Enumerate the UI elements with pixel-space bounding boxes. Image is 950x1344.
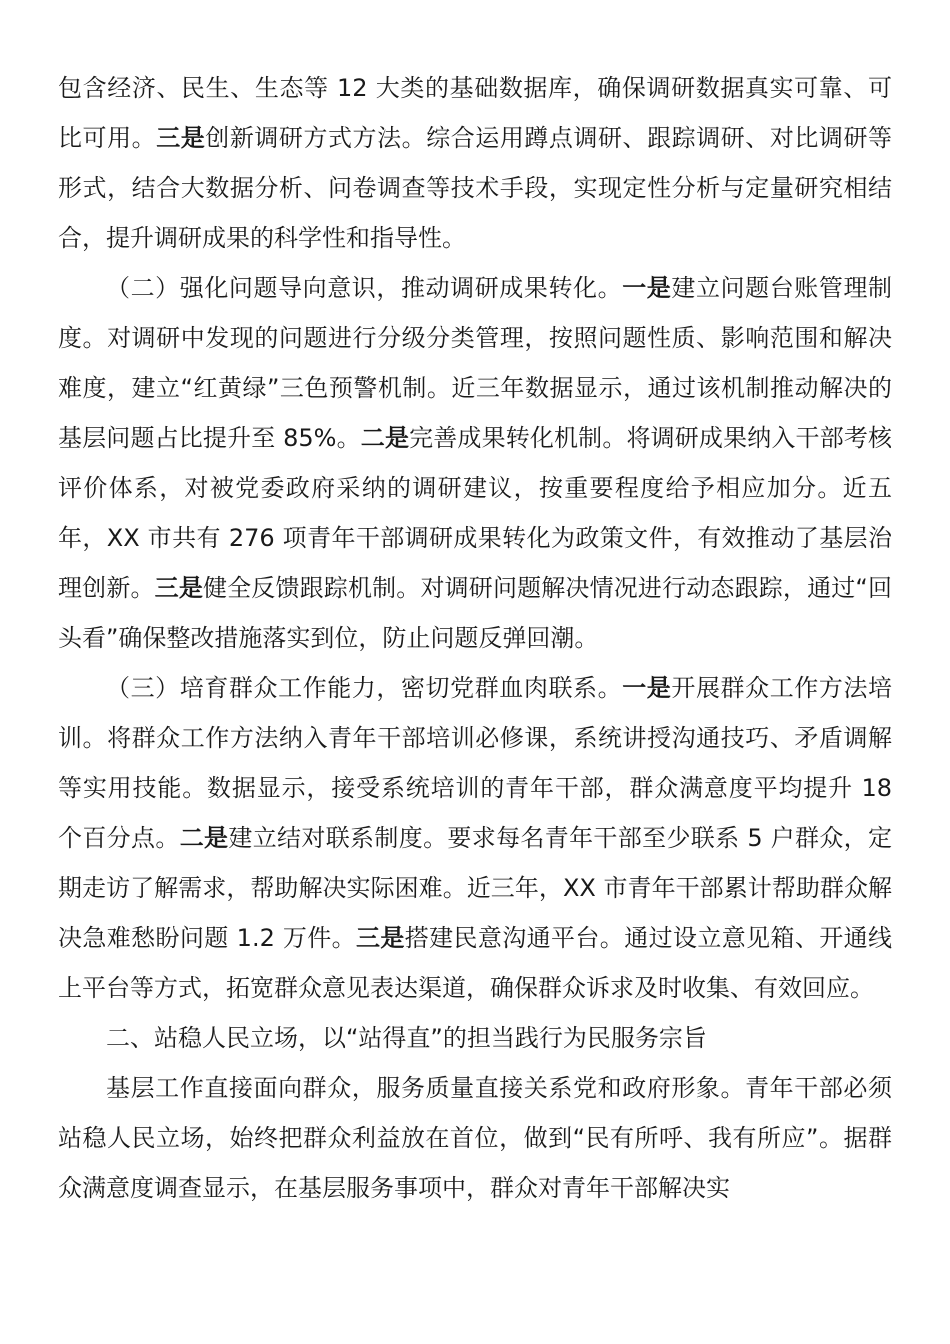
paragraph-text: 包含经济、民生、生态等 12 大类的基础数据库，确保调研数据真实可靠、可比可用。 xyxy=(58,74,892,152)
body-paragraph xyxy=(58,1063,892,1213)
section-heading xyxy=(58,1013,892,1063)
emphasis-label: 三是 xyxy=(154,574,203,602)
emphasis-label: 一是 xyxy=(622,674,672,702)
paragraph-text: （三）培育群众工作能力，密切党群血肉联系。 xyxy=(106,674,623,702)
emphasis-label: 一是 xyxy=(622,274,672,302)
paragraph-text: 完善成果转化机制。将调研成果纳入干部考核评价体系，对被党委政府采纳的调研建议，按重要程度给予相应加分。近五年，XX 市共有 276 项青年干部调研成果转化为政策文件，有效推动了基层治理创新。 xyxy=(58,424,892,602)
paragraph-text: 健全反馈跟踪机制。对调研问题解决情况进行动态跟踪，通过“回头看”确保整改措施落实到位，防止问题反弹回潮。 xyxy=(58,574,892,652)
paragraph-text: 搭建民意沟通平台。通过设立意见箱、开通线上平台等方式，拓宽群众意见表达渠道，确保群众诉求及时收集、有效回应。 xyxy=(58,924,892,1002)
body-paragraph xyxy=(58,663,892,1013)
emphasis-label: 三是 xyxy=(156,124,206,152)
body-paragraph xyxy=(58,63,892,263)
body-paragraph xyxy=(58,263,892,663)
emphasis-label: 二是 xyxy=(360,424,410,452)
paragraph-text: 创新调研方式方法。综合运用蹲点调研、跟踪调研、对比调研等形式，结合大数据分析、问卷调查等技术手段，实现定性分析与定量研究相结合，提升调研成果的科学性和指导性。 xyxy=(58,124,893,252)
emphasis-label: 二是 xyxy=(179,824,229,852)
paragraph-text: 二、站稳人民立场，以“站得直”的担当践行为民服务宗旨 xyxy=(106,1024,707,1052)
paragraph-text: 基层工作直接面向群众，服务质量直接关系党和政府形象。青年干部必须站稳人民立场，始终把群众利益放在首位，做到“民有所呼、我有所应”。据群众满意度调查显示，在基层服务事项中，群众对青年干部解决实 xyxy=(58,1074,892,1202)
emphasis-label: 三是 xyxy=(356,924,405,952)
paragraph-text: 开展群众工作方法培训。将群众工作方法纳入青年干部培训必修课，系统讲授沟通技巧、矛盾调解等实用技能。数据显示，接受系统培训的青年干部，群众满意度平均提升 18 个百分点。 xyxy=(58,674,893,852)
paragraph-text: 建立问题台账管理制度。对调研中发现的问题进行分级分类管理，按照问题性质、影响范围和解决难度，建立“红黄绿”三色预警机制。近三年数据显示，通过该机制推动解决的基层问题占比提升至 85%。 xyxy=(58,274,893,452)
paragraph-text: （二）强化问题导向意识，推动调研成果转化。 xyxy=(106,274,623,302)
paragraph-text: 建立结对联系制度。要求每名青年干部至少联系 5 户群众，定期走访了解需求，帮助解决实际困难。近三年，XX 市青年干部累计帮助群众解决急难愁盼问题 1.2 万件。 xyxy=(58,824,893,952)
